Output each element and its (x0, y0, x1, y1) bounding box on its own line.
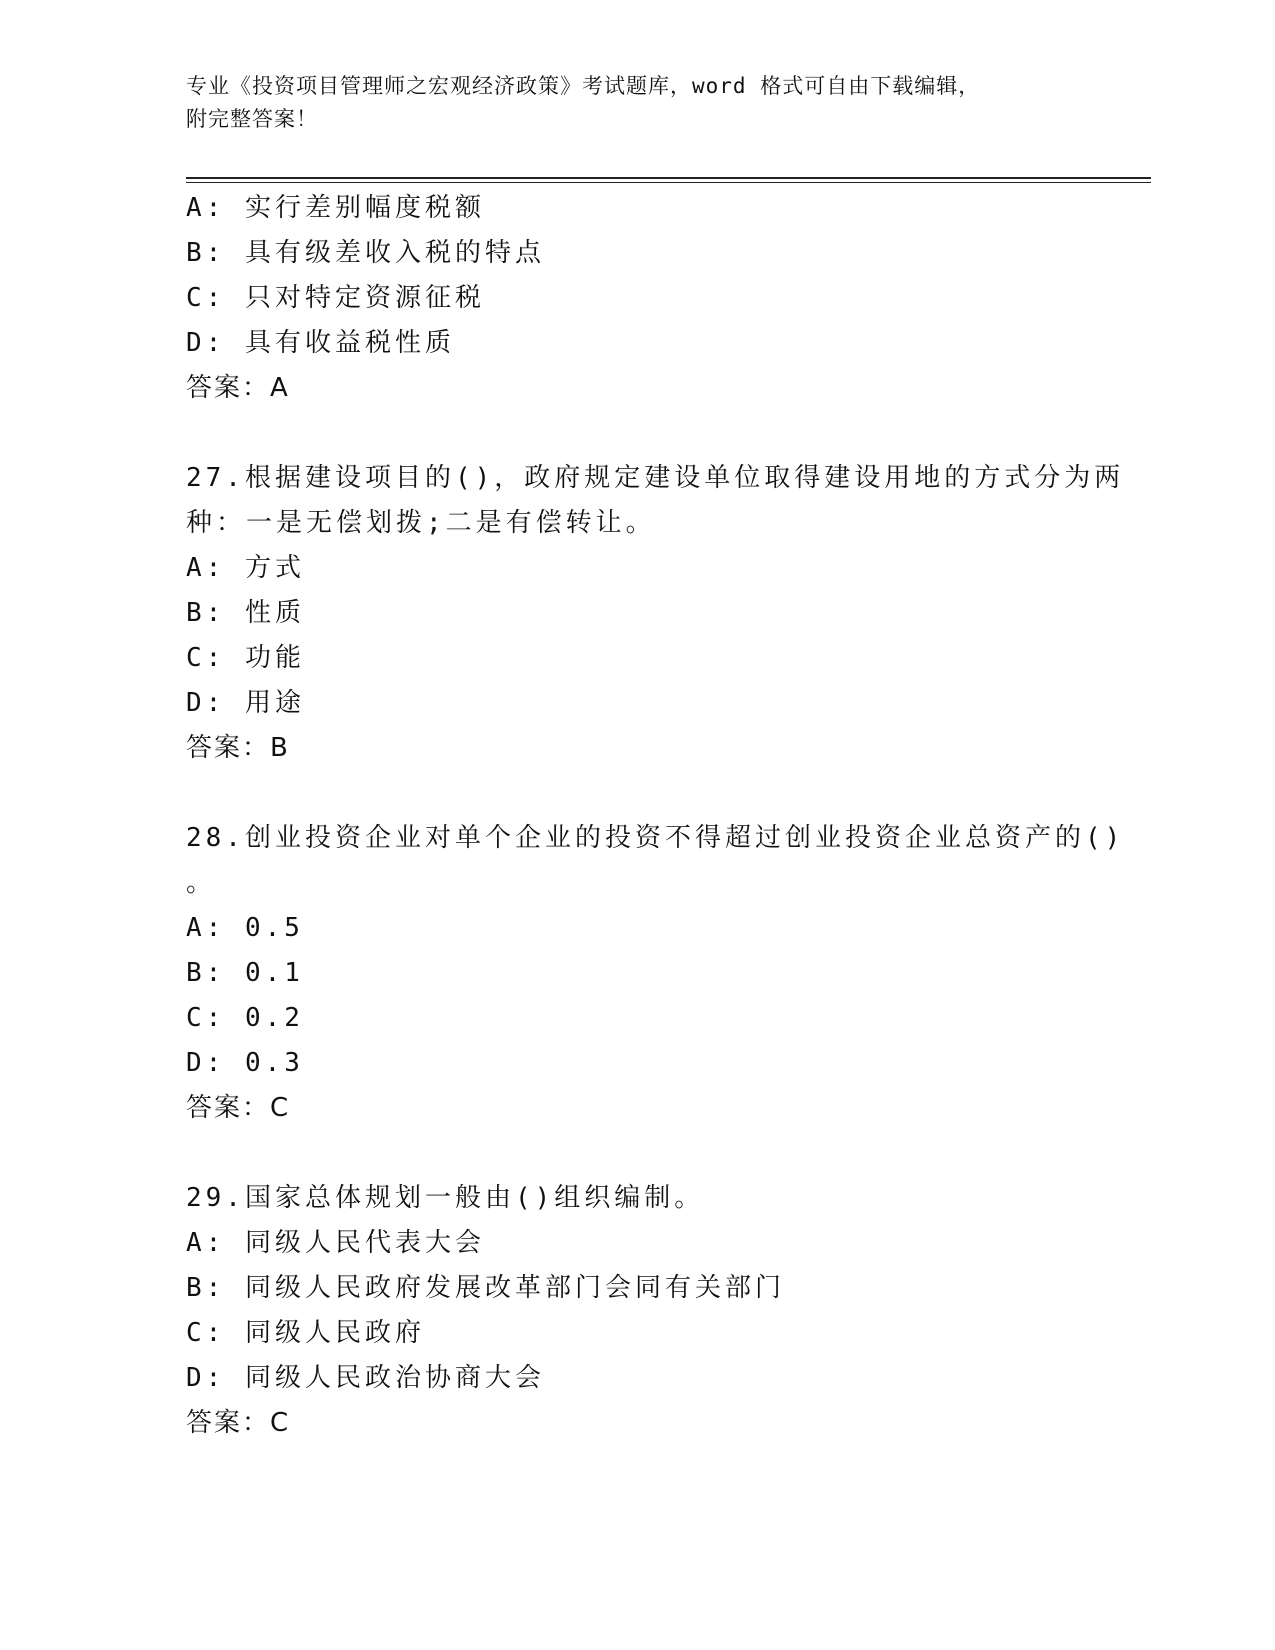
q26-option-a: A: 实行差别幅度税额 (186, 193, 485, 223)
header-divider-top (186, 177, 1151, 179)
q27-option-b: B: 性质 (186, 598, 305, 628)
q26-option-b: B: 具有级差收入税的特点 (186, 238, 545, 268)
q28-stem-line-1: 28.创业投资企业对单个企业的投资不得超过创业投资企业总资产的() (186, 823, 1125, 853)
q29-option-c: C: 同级人民政府 (186, 1318, 425, 1348)
q27-option-a: A: 方式 (186, 553, 305, 583)
header-line-1: 专业《投资项目管理师之宏观经济政策》考试题库，word 格式可自由下载编辑， (186, 74, 981, 98)
q26-answer: 答案：A (186, 373, 290, 403)
q29-option-a: A: 同级人民代表大会 (186, 1228, 485, 1258)
q29-option-b: B: 同级人民政府发展改革部门会同有关部门 (186, 1273, 785, 1303)
q27-stem-line-2: 种：一是无偿划拨;二是有偿转让。 (186, 508, 656, 538)
q27-answer: 答案：B (186, 733, 290, 763)
q26-option-d: D: 具有收益税性质 (186, 328, 455, 358)
q29-option-d: D: 同级人民政治协商大会 (186, 1363, 545, 1393)
q27-option-d: D: 用途 (186, 688, 305, 718)
document-header (186, 70, 1066, 136)
q28-answer: 答案：C (186, 1093, 291, 1123)
q28-option-d: D: 0.3 (186, 1048, 304, 1078)
q29-stem-line-1: 29.国家总体规划一般由()组织编制。 (186, 1183, 705, 1213)
header-divider-bottom (186, 182, 1151, 183)
q26-option-c: C: 只对特定资源征税 (186, 283, 485, 313)
q27-stem-line-1: 27.根据建设项目的()，政府规定建设单位取得建设用地的方式分为两 (186, 463, 1125, 493)
q28-option-c: C: 0.2 (186, 1003, 304, 1033)
q28-option-b: B: 0.1 (186, 958, 304, 988)
q28-option-a: A: 0.5 (186, 913, 304, 943)
header-line-2: 附完整答案！ (186, 107, 318, 131)
q29-answer: 答案：C (186, 1408, 291, 1438)
q27-option-c: C: 功能 (186, 643, 305, 673)
q28-stem-line-2: 。 (186, 868, 217, 898)
